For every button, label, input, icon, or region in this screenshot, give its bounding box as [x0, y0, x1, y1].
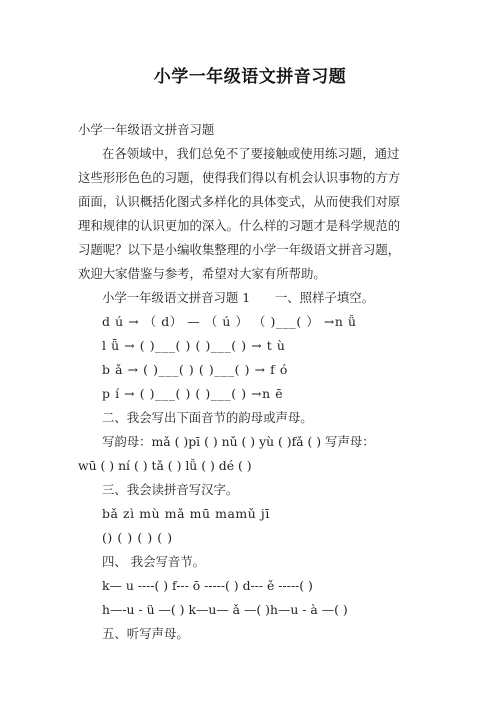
- exercise-line: bǎ zì mù mǎ mū mamǔ jī: [102, 506, 270, 521]
- exercise-heading: 小学一年级语文拼音习题 1 一、照样子填空。: [102, 290, 375, 305]
- exercise-heading: 五、听写声母。: [102, 626, 189, 641]
- exercise-heading: 二、我会写出下面音节的韵母或声母。: [102, 410, 313, 425]
- paragraph-line: 这些形形色色的习题，使得我们得以有机会认识事物的方方: [78, 170, 401, 185]
- exercise-line: wū ( ) ní ( ) tǎ ( ) lǚ ( ) dé ( ): [78, 458, 252, 473]
- exercise-line: k— u ----( ) f--- ō -----( ) d--- ě -----( ): [102, 578, 313, 593]
- exercise-line: p í → ( )___( ) ( )___( ) →n ē: [102, 386, 284, 401]
- paragraph-line: 欢迎大家借鉴与参考，希望对大家有所帮助。: [78, 266, 326, 281]
- exercise-line: l ǖ → ( )___( ) ( )___( ) → t ù: [102, 338, 286, 353]
- exercise-heading: 三、我会读拼音写汉字。: [102, 482, 239, 497]
- paragraph-line: 理和规律的认识更加的深入。什么样的习题才是科学规范的: [78, 218, 401, 233]
- exercise-line: h—-u - ü —( ) k—u— ǎ —( )h—u - à —( ): [102, 602, 348, 617]
- exercise-line: d ú → （ d） — （ ú ） （ )___( ） →n ǚ: [102, 314, 357, 329]
- document-body: [78, 118, 430, 646]
- exercise-line: () ( ) ( ) ( ): [102, 530, 173, 545]
- paragraph-line: 习题呢？以下是小编收集整理的小学一年级语文拼音习题，: [78, 242, 401, 257]
- exercise-heading: 四、 我会写音节。: [102, 554, 206, 569]
- page-title: 小学一年级语文拼音习题: [153, 67, 347, 87]
- exercise-line: 写韵母：mǎ ( )pī ( ) nǔ ( ) yù ( )fǎ ( ) 写声母：: [102, 434, 375, 449]
- paragraph-line: 在各领域中，我们总免不了要接触或使用练习题，通过: [102, 146, 400, 161]
- section-heading: 小学一年级语文拼音习题: [78, 122, 215, 137]
- exercise-line: b ǎ → ( )___( ) ( )___( ) → f ó: [102, 362, 288, 377]
- paragraph-line: 面面，认识概括化图式多样化的具体变式，从而使我们对原: [78, 194, 401, 209]
